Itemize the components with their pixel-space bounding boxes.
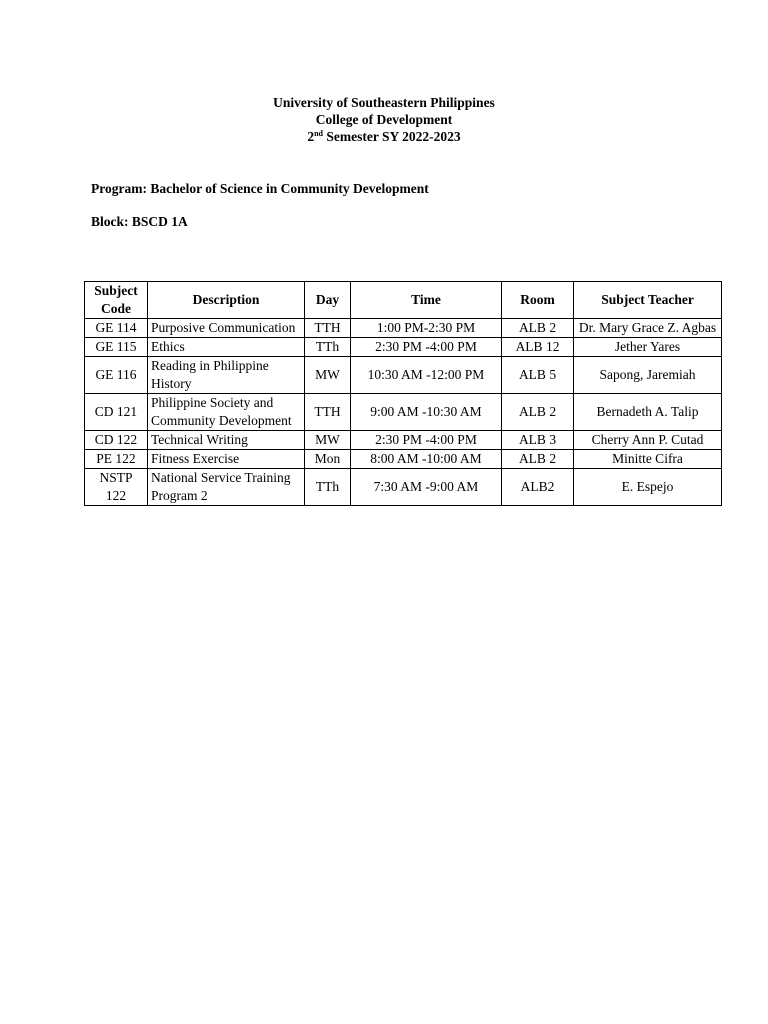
cell-description: Philippine Society and Community Development xyxy=(148,394,305,431)
cell-day: MW xyxy=(305,431,351,450)
cell-teacher: E. Espejo xyxy=(574,469,722,506)
cell-subject-code: CD 121 xyxy=(85,394,148,431)
cell-teacher: Sapong, Jaremiah xyxy=(574,357,722,394)
cell-room: ALB 2 xyxy=(502,319,574,338)
cell-day: TTh xyxy=(305,338,351,357)
cell-subject-code: NSTP 122 xyxy=(85,469,148,506)
cell-day: TTH xyxy=(305,319,351,338)
table-row xyxy=(85,450,722,469)
block-line: Block: BSCD 1A xyxy=(91,214,188,229)
col-header-subject-code: Subject Code xyxy=(85,282,148,319)
table-row xyxy=(85,469,722,506)
program-line: Program: Bachelor of Science in Community Development xyxy=(91,181,429,196)
col-header-description: Description xyxy=(148,282,305,319)
table-row xyxy=(85,338,722,357)
cell-room: ALB 5 xyxy=(502,357,574,394)
schedule-table xyxy=(84,281,722,506)
table-row xyxy=(85,431,722,450)
college-name: College of Development xyxy=(315,112,453,127)
table-row xyxy=(85,319,722,338)
cell-description: Fitness Exercise xyxy=(148,450,305,469)
cell-subject-code: GE 116 xyxy=(85,357,148,394)
semester-line xyxy=(0,128,768,145)
cell-description: Ethics xyxy=(148,338,305,357)
cell-teacher: Cherry Ann P. Cutad xyxy=(574,431,722,450)
cell-day: MW xyxy=(305,357,351,394)
cell-room: ALB 12 xyxy=(502,338,574,357)
cell-time: 2:30 PM -4:00 PM xyxy=(351,431,502,450)
cell-description: Reading in Philippine History xyxy=(148,357,305,394)
col-header-day: Day xyxy=(305,282,351,319)
cell-teacher: Bernadeth A. Talip xyxy=(574,394,722,431)
cell-time: 10:30 AM -12:00 PM xyxy=(351,357,502,394)
col-header-room: Room xyxy=(502,282,574,319)
col-header-subject-teacher: Subject Teacher xyxy=(574,282,722,319)
table-row xyxy=(85,357,722,394)
table-header-row xyxy=(85,282,722,319)
cell-day: TTh xyxy=(305,469,351,506)
cell-time: 2:30 PM -4:00 PM xyxy=(351,338,502,357)
col-header-time: Time xyxy=(351,282,502,319)
cell-subject-code: GE 114 xyxy=(85,319,148,338)
table-row xyxy=(85,394,722,431)
cell-teacher: Jether Yares xyxy=(574,338,722,357)
university-name: University of Southeastern Philippines xyxy=(273,95,495,110)
cell-time: 7:30 AM -9:00 AM xyxy=(351,469,502,506)
cell-room: ALB 2 xyxy=(502,394,574,431)
cell-room: ALB2 xyxy=(502,469,574,506)
cell-subject-code: PE 122 xyxy=(85,450,148,469)
semester-suffix: nd xyxy=(314,129,324,138)
cell-teacher: Dr. Mary Grace Z. Agbas xyxy=(574,319,722,338)
document-header xyxy=(0,94,768,145)
cell-room: ALB 2 xyxy=(502,450,574,469)
cell-room: ALB 3 xyxy=(502,431,574,450)
cell-day: Mon xyxy=(305,450,351,469)
cell-description: National Service Training Program 2 xyxy=(148,469,305,506)
cell-time: 1:00 PM-2:30 PM xyxy=(351,319,502,338)
cell-description: Purposive Communication xyxy=(148,319,305,338)
semester-text: Semester SY 2022-2023 xyxy=(323,129,461,144)
semester-number: 2 xyxy=(307,129,315,144)
cell-teacher: Minitte Cifra xyxy=(574,450,722,469)
cell-day: TTH xyxy=(305,394,351,431)
cell-subject-code: CD 122 xyxy=(85,431,148,450)
cell-subject-code: GE 115 xyxy=(85,338,148,357)
cell-time: 9:00 AM -10:30 AM xyxy=(351,394,502,431)
cell-time: 8:00 AM -10:00 AM xyxy=(351,450,502,469)
cell-description: Technical Writing xyxy=(148,431,305,450)
